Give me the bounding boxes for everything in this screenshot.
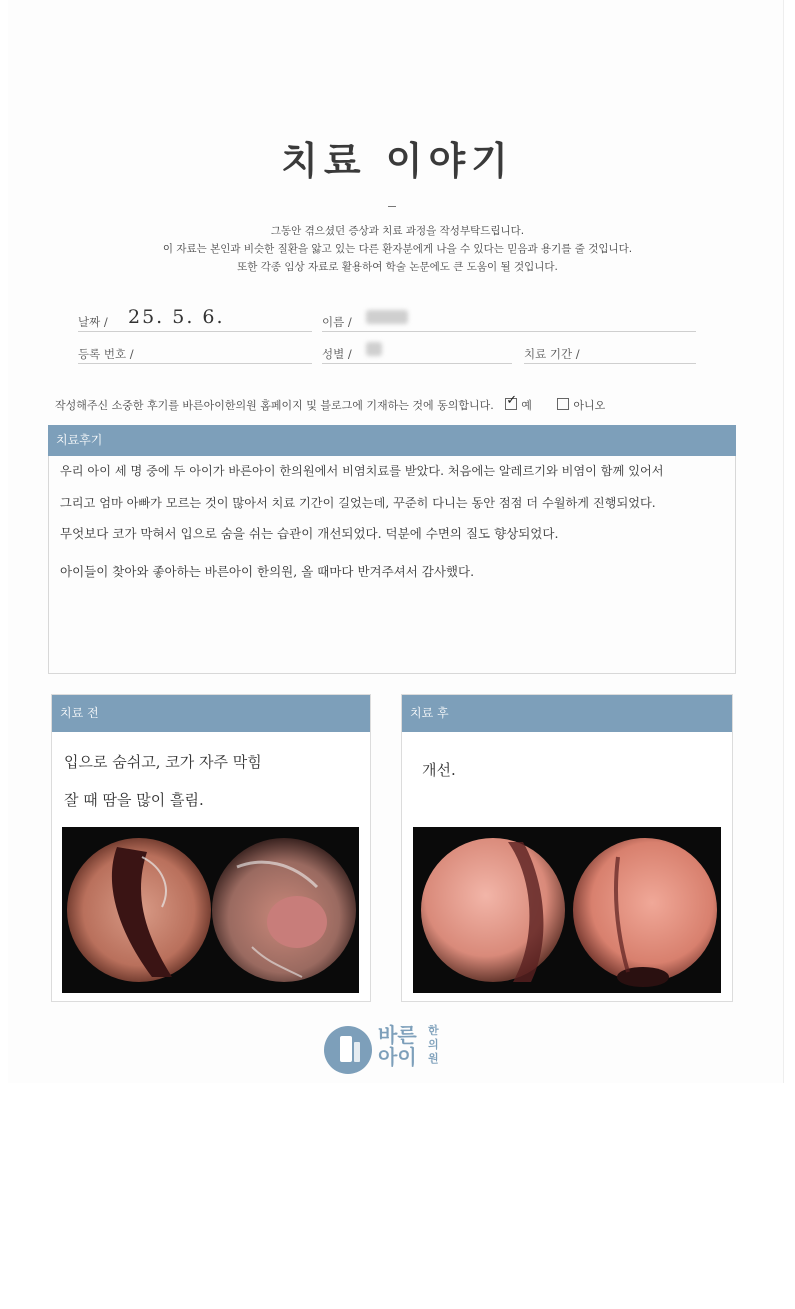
date-label: 날짜 /	[78, 315, 108, 329]
after-line: 개선.	[422, 761, 456, 779]
after-header: 치료 후	[402, 695, 732, 732]
name-label: 이름 /	[322, 315, 352, 329]
review-line: 무엇보다 코가 막혀서 입으로 숨을 쉬는 습관이 개선되었다. 덕분에 수면의 질도 향상되었다.	[60, 526, 559, 541]
date-value: 25. 5. 6.	[128, 306, 225, 328]
name-redacted	[366, 310, 408, 324]
gender-redacted	[366, 342, 382, 356]
logo-line2: 아이	[378, 1045, 417, 1069]
before-endoscopy-image	[62, 827, 359, 993]
after-endoscopy-image	[413, 827, 721, 993]
review-line: 우리 아이 세 명 중에 두 아이가 바른아이 한의원에서 비염치료를 받았다. 처음에는 알레르기와 비염이 함께 있어서	[60, 464, 664, 478]
consent-row	[55, 397, 605, 413]
logo-line1: 바른	[378, 1023, 417, 1047]
before-line: 잘 때 땀을 많이 흘림.	[64, 791, 204, 809]
clinic-logo	[324, 1022, 454, 1082]
page-title: 치료 이야기	[281, 139, 514, 183]
after-panel	[401, 694, 733, 1002]
before-panel	[51, 694, 371, 1002]
before-header: 치료 전	[52, 695, 370, 732]
consent-no-label: 아니오	[573, 399, 606, 412]
period-label: 치료 기간 /	[524, 347, 580, 361]
title-divider	[388, 206, 396, 207]
consent-no-checkbox[interactable]	[557, 398, 569, 410]
reg-underline	[78, 363, 312, 364]
logo-side-text: 한의원	[428, 1024, 439, 1065]
intro-line: 이 자료는 본인과 비슷한 질환을 앓고 있는 다른 환자분에게 나을 수 있다는 믿음과 용기를 줄 것입니다.	[162, 243, 633, 255]
intro-line: 그동안 겪으셨던 증상과 치료 과정을 작성부탁드립니다.	[270, 225, 525, 237]
review-line: 아이들이 찾아와 좋아하는 바른아이 한의원, 올 때마다 반겨주셔서 감사했다.	[60, 564, 475, 579]
period-underline	[524, 363, 696, 364]
intro-line: 또한 각종 임상 자료로 활용하여 학술 논문에도 큰 도움이 될 것입니다.	[237, 261, 558, 273]
reg-label: 등록 번호 /	[78, 347, 134, 361]
date-underline	[78, 331, 312, 332]
consent-yes-checkbox[interactable]	[505, 398, 517, 410]
intro-text	[0, 222, 795, 276]
consent-yes-label: 예	[521, 399, 532, 412]
review-line: 그리고 엄마 아빠가 모르는 것이 많아서 치료 기간이 길었는데, 꾸준히 다니는 동안 점점 더 수월하게 진행되었다.	[60, 496, 656, 510]
before-line: 입으로 숨쉬고, 코가 자주 막힘	[64, 753, 262, 771]
review-header: 치료후기	[48, 425, 736, 456]
name-underline	[322, 331, 696, 332]
consent-text: 작성해주신 소중한 후기를 바른아이한의원 홈페이지 및 블로그에 기재하는 것에 동의합니다.	[55, 399, 494, 412]
gender-underline	[322, 363, 512, 364]
gender-label: 성별 /	[322, 347, 352, 361]
